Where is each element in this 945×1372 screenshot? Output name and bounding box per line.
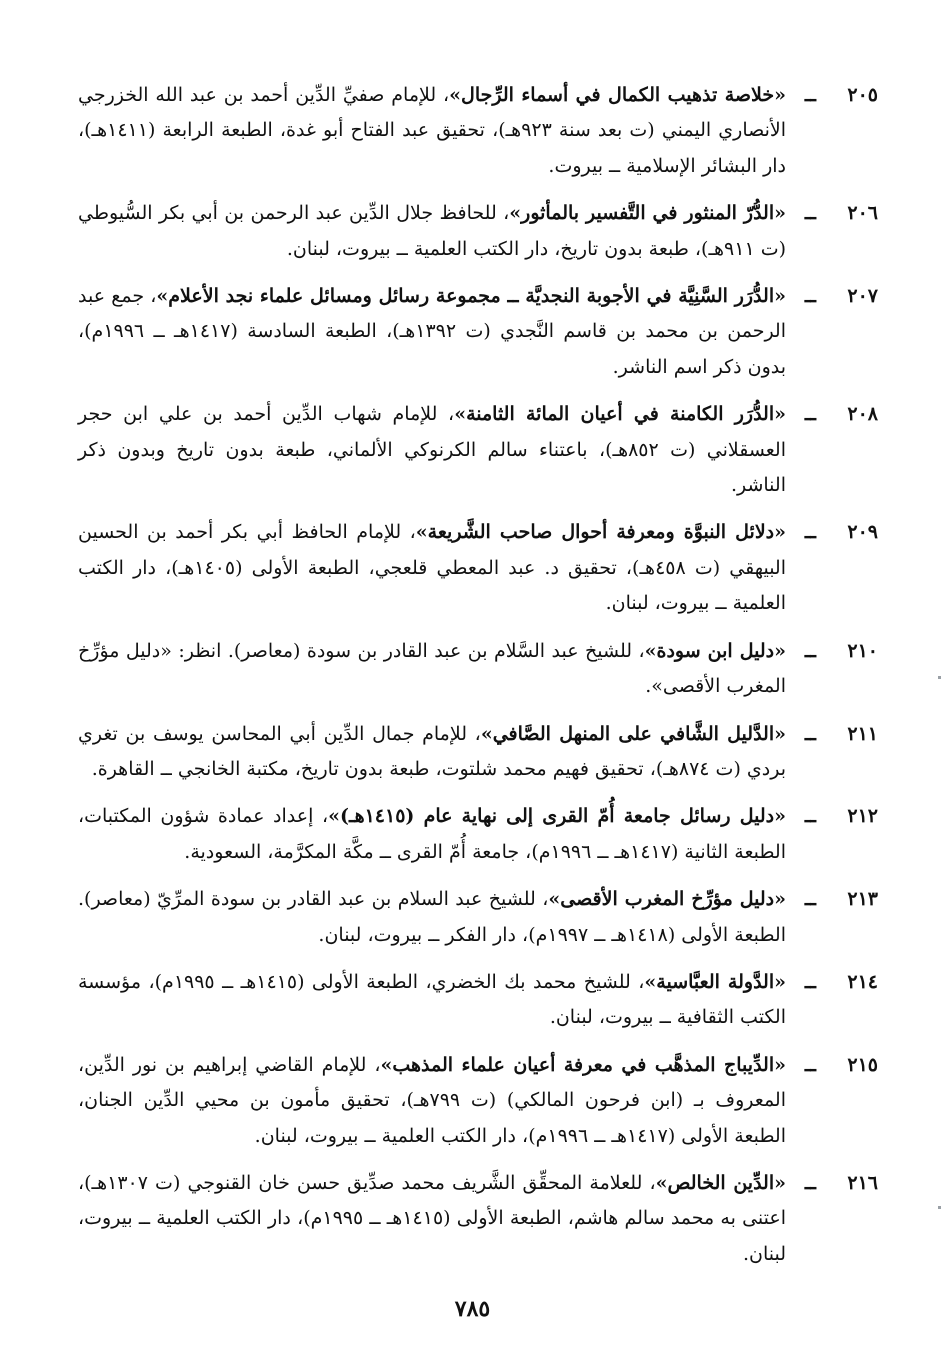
entry-body — [78, 805, 786, 862]
bibliography-entry — [78, 1048, 878, 1154]
entry-text: ، للإمام الحافظ أبي بكر أحمد بن الحسين البيهقي (ت ٤٥٨هـ)، تحقيق د. عبد المعطي قلعجي، الطبعة الأولى (١٤٠٥هـ)، دار الكتب العلمية ــ بيروت، لبنان. — [78, 521, 786, 615]
bibliography-entry — [78, 882, 878, 953]
bibliography-entry — [78, 1166, 878, 1272]
entry-number: ٢١٠ — [847, 639, 878, 662]
entry-text: ، للإمام شهاب الدِّين أحمد بن علي ابن حجر العسقلاني (ت ٨٥٢هـ)، باعتناء سالم الكرنوكي الألماني، طبعة بدون تاريخ وبدون ذكر الناشر. — [78, 403, 787, 497]
entry-body — [78, 202, 786, 259]
entry-dash: ــ — [804, 285, 816, 308]
entry-title: «الدَّولة العبَّاسية» — [644, 970, 786, 993]
entry-number: ٢٠٥ — [847, 84, 878, 106]
entry-title: «دلائل النبوَّة ومعرفة أحوال صاحب الشَّريعة» — [415, 521, 786, 544]
entry-body — [78, 971, 786, 1028]
entry-dash: ــ — [804, 970, 816, 993]
entry-number: ٢١٢ — [847, 805, 878, 828]
entry-number: ٢١٥ — [847, 1053, 878, 1076]
scan-edge-mark — [938, 676, 941, 679]
entry-body — [78, 1054, 786, 1147]
scan-edge-mark — [938, 1206, 941, 1209]
entry-title: «دليل ابن سودة» — [644, 639, 786, 662]
entry-number: ٢٠٩ — [847, 521, 878, 544]
entry-number: ٢٠٦ — [847, 202, 878, 225]
entry-text: ، للإمام صفيِّ الدِّين أحمد بن عبد الله الخزرجي الأنصاري اليمني (ت بعد سنة ٩٢٣هـ)، تحقيق عبد الفتاح أبو غدة، الطبعة الرابعة (١٤١١هـ)، دار البشائر الإسلامية ــ بيروت. — [78, 84, 786, 177]
bibliography-entry — [78, 78, 878, 184]
bibliography-entry — [78, 717, 878, 788]
bibliography-entry — [78, 196, 878, 267]
entry-body — [78, 521, 786, 614]
entry-dash: ــ — [804, 805, 816, 828]
bibliography-entry — [78, 279, 878, 385]
entry-body — [78, 285, 786, 378]
entry-title: «دليل رسائل جامعة أُمّ القرى إلى نهاية عام (١٤١٥هـ)» — [328, 805, 786, 828]
entry-number: ٢١٦ — [847, 1171, 878, 1194]
entry-title: «الدُّرَر الكامنة في أعيان المائة الثامنة» — [454, 403, 786, 426]
bibliography-entry — [78, 515, 878, 621]
bibliography-entry — [78, 965, 878, 1036]
entry-dash: ــ — [804, 84, 816, 106]
entry-title: «دليل مؤرِّخ المغرب الأقصى» — [548, 888, 787, 911]
entry-body — [78, 403, 786, 496]
entry-title: «الدُّرَر السَّنِيَّة في الأجوبة النجديَّة ــ مجموعة رسائل ومسائل علماء نجد الأعلام» — [156, 285, 786, 308]
entry-body — [78, 640, 786, 697]
entry-number: ٢٠٧ — [847, 285, 878, 308]
entry-title: «خلاصة تذهيب الكمال في أسماء الرِّجال» — [449, 84, 786, 106]
entry-body — [78, 84, 786, 177]
entry-title: «الدَّليل الشَّافي على المنهل الصَّافي» — [480, 722, 786, 745]
entry-text: ، إعداد عمادة شؤون المكتبات، الطبعة الثانية (١٤١٧هـ ــ ١٩٩٦م)، جامعة أُمّ القرى ــ مكَّة المكرَّمة، السعودية. — [78, 805, 786, 863]
bibliography-list — [78, 78, 878, 1284]
entry-text: ، للحافظ جلال الدِّين عبد الرحمن بن أبي بكر السُّيوطي (ت ٩١١هـ)، طبعة بدون تاريخ، دار الكتب العلمية ــ بيروت، لبنان. — [78, 202, 786, 260]
entry-number: ٢١٤ — [847, 970, 878, 993]
page-number: ٧٨٥ — [454, 1296, 491, 1322]
entry-dash: ــ — [804, 521, 816, 544]
entry-title: «الدُّرّ المنثور في التَّفسير بالمأثور» — [509, 202, 786, 225]
entry-title: «الدِّيباج المذهَّب في معرفة أعيان علماء المذهب» — [380, 1053, 786, 1076]
entry-dash: ــ — [804, 722, 816, 745]
entry-text: ، جمع عبد الرحمن بن محمد بن قاسم النَّجدي (ت ١٣٩٢هـ)، الطبعة السادسة (١٤١٧هـ ــ ١٩٩٦م)، بدون ذكر اسم الناشر. — [78, 285, 786, 378]
entry-dash: ــ — [804, 639, 816, 662]
entry-text: ، للشيخ محمد بك الخضري، الطبعة الأولى (١٤١٥هـ ــ ١٩٩٥م)، مؤسسة الكتب الثقافية ــ بيروت، لبنان. — [78, 970, 786, 1029]
entry-dash: ــ — [804, 202, 816, 225]
entry-number: ٢١١ — [847, 722, 878, 745]
bibliography-entry — [78, 799, 878, 870]
entry-body — [78, 723, 786, 780]
bibliography-entry — [78, 634, 878, 705]
entry-text: ، للشيخ عبد السَّلام بن عبد القادر بن سودة (معاصر). انظر: «دليل مؤرِّخ المغرب الأقصى». — [78, 639, 786, 698]
entry-text: ، للعلامة المحقِّق الشَّريف محمد صدِّيق حسن خان القنوجي (ت ١٣٠٧هـ)، اعتنى به محمد سالم هاشم، الطبعة الأولى (١٤١٥هـ ــ ١٩٩٥م)، دار الكتب العلمية ــ بيروت، لبنان. — [78, 1171, 786, 1265]
entry-dash: ــ — [804, 888, 816, 911]
entry-title: «الدِّين الخالص» — [655, 1171, 786, 1194]
entry-dash: ــ — [804, 1053, 816, 1076]
bibliography-entry — [78, 397, 878, 503]
entry-text: ، للإمام جمال الدِّين أبي المحاسن يوسف بن تغري بردي (ت ٨٧٤هـ)، تحقيق فهيم محمد شلتوت، طبعة بدون تاريخ، مكتبة الخانجي ــ القاهرة. — [78, 722, 786, 780]
entry-number: ٢١٣ — [847, 888, 878, 911]
entry-body — [78, 1172, 786, 1265]
entry-text: ، للشيخ عبد السلام بن عبد القادر بن سودة المرِّيّ (معاصر). الطبعة الأولى (١٤١٨هـ ــ ١٩٩٧م)، دار الفكر ــ بيروت، لبنان. — [78, 888, 786, 946]
entry-text: ، للإمام القاضي إبراهيم بن نور الدِّين، المعروف بـ (ابن فرحون المالكي) (ت ٧٩٩هـ)، تحقيق مأمون بن محيي الدِّين الجنان، الطبعة الأولى (١٤١٧هـ ــ ١٩٩٦م)، دار الكتب العلمية ــ بيروت، لبنان. — [78, 1053, 786, 1147]
entry-body — [78, 888, 786, 945]
entry-number: ٢٠٨ — [847, 403, 878, 426]
entry-dash: ــ — [804, 403, 816, 426]
entry-dash: ــ — [804, 1171, 816, 1194]
